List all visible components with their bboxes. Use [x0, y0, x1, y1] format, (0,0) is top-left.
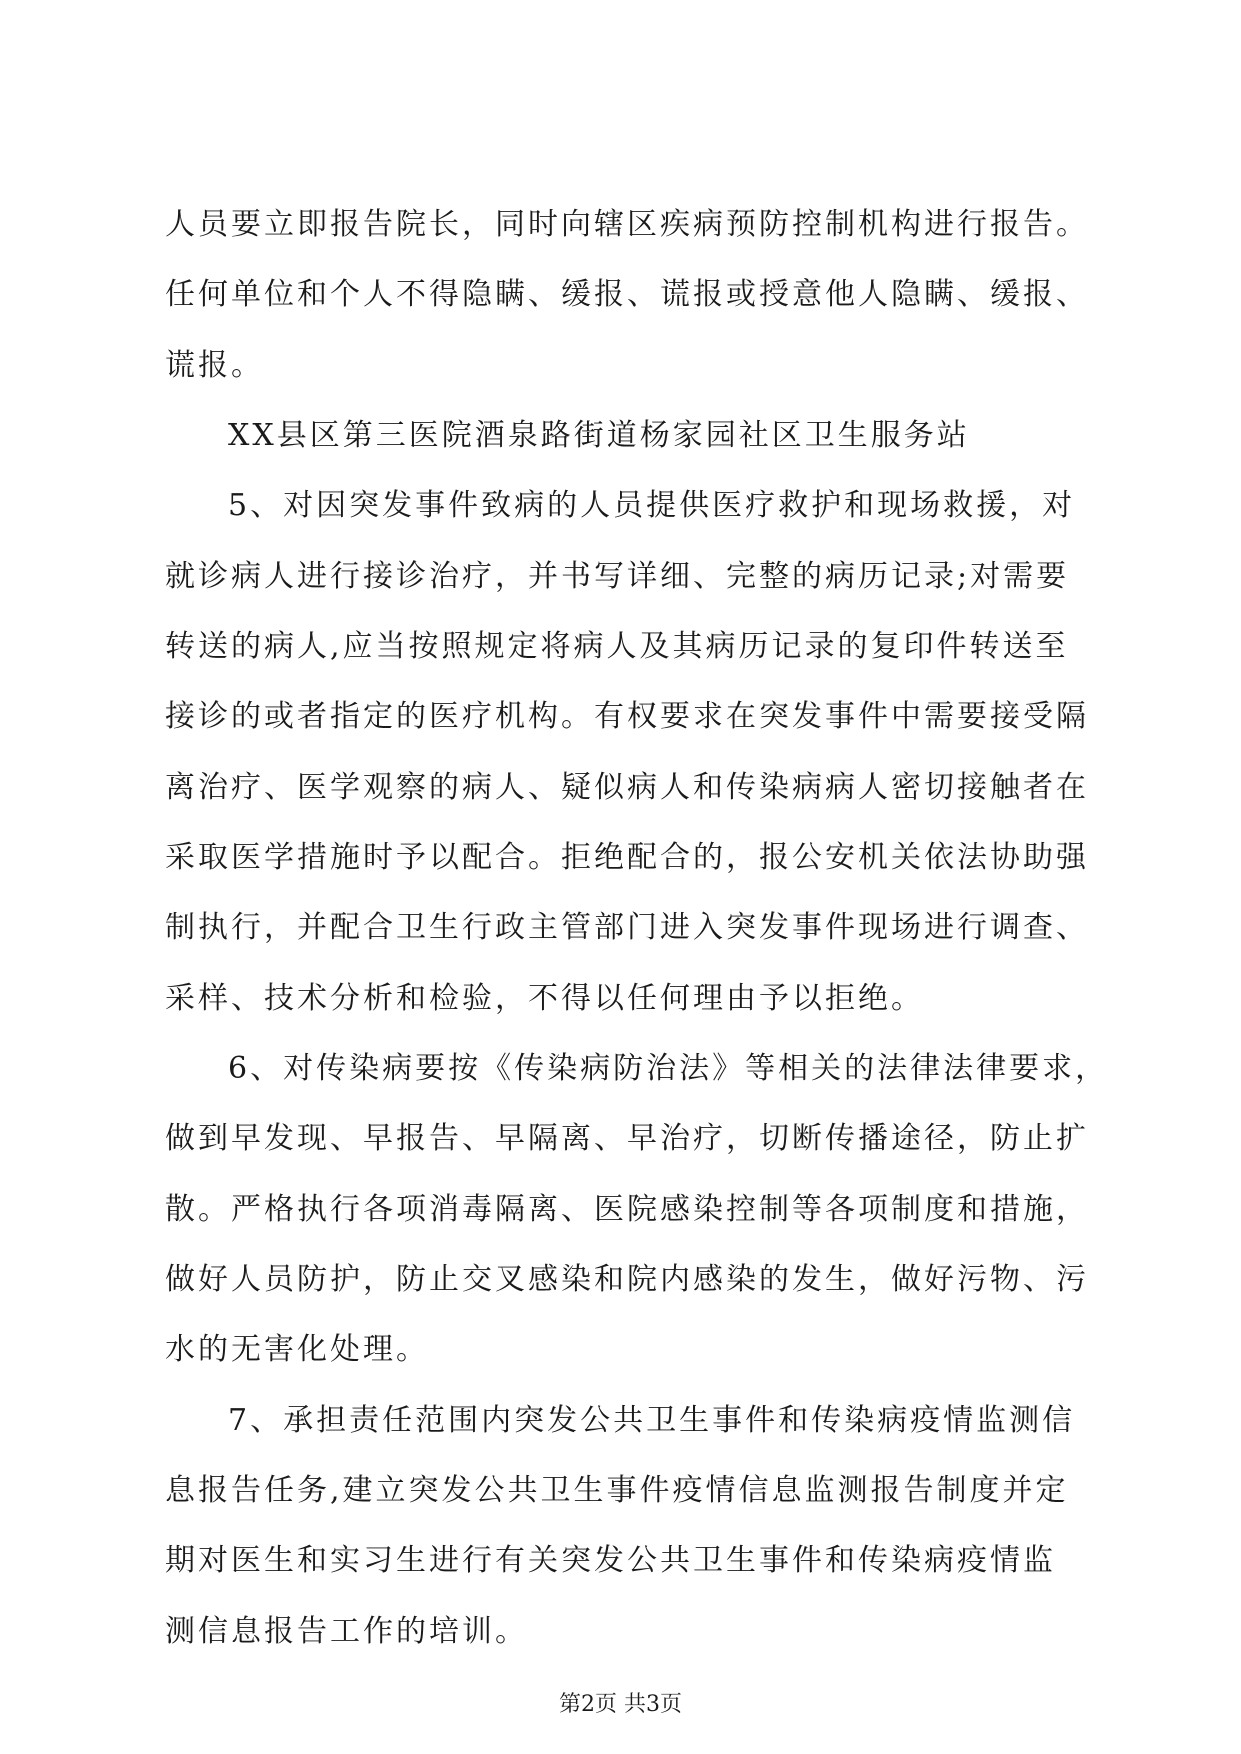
body-line: 6、对传染病要按《传染病防治法》等相关的法律法律要求， — [228, 1051, 1109, 1086]
body-line: 7、承担责任范围内突发公共卫生事件和传染病疫情监测信 — [228, 1403, 1076, 1438]
body-line: 人员要立即报告院长，同时向辖区疾病预防控制机构进行报告。 — [165, 207, 1089, 242]
body-line: 息报告任务,建立突发公共卫生事件疫情信息监测报告制度并定 — [165, 1473, 1069, 1508]
body-line: 就诊病人进行接诊治疗，并书写详细、完整的病历记录;对需要 — [165, 559, 1070, 594]
heading-line: XX县区第三医院酒泉路街道杨家园社区卫生服务站 — [228, 418, 970, 453]
page-footer: 第2页 共3页 — [559, 1692, 682, 1717]
body-line: 任何单位和个人不得隐瞒、缓报、谎报或授意他人隐瞒、缓报、 — [165, 277, 1089, 312]
body-line: 5、对因突发事件致病的人员提供医疗救护和现场救援，对 — [228, 488, 1076, 523]
body-line: 制执行，并配合卫生行政主管部门进入突发事件现场进行调查、 — [165, 910, 1089, 945]
body-line: 采取医学措施时予以配合。拒绝配合的，报公安机关依法协助强 — [165, 840, 1089, 875]
body-line: 转送的病人,应当按照规定将病人及其病历记录的复印件转送至 — [165, 629, 1069, 664]
body-line: 采样、技术分析和检验，不得以任何理由予以拒绝。 — [165, 981, 924, 1016]
body-line: 散。严格执行各项消毒隔离、医院感染控制等各项制度和措施， — [165, 1192, 1089, 1227]
body-line: 做好人员防护，防止交叉感染和院内感染的发生，做好污物、污 — [165, 1262, 1089, 1297]
body-line: 期对医生和实习生进行有关突发公共卫生事件和传染病疫情监 — [165, 1543, 1056, 1578]
body-line: 做到早发现、早报告、早隔离、早治疗，切断传播途径，防止扩 — [165, 1121, 1089, 1156]
body-line: 测信息报告工作的培训。 — [165, 1614, 528, 1649]
body-line: 离治疗、医学观察的病人、疑似病人和传染病病人密切接触者在 — [165, 770, 1089, 805]
body-line: 接诊的或者指定的医疗机构。有权要求在突发事件中需要接受隔 — [165, 699, 1089, 734]
body-line: 谎报。 — [165, 348, 264, 383]
body-line: 水的无害化处理。 — [165, 1332, 429, 1367]
